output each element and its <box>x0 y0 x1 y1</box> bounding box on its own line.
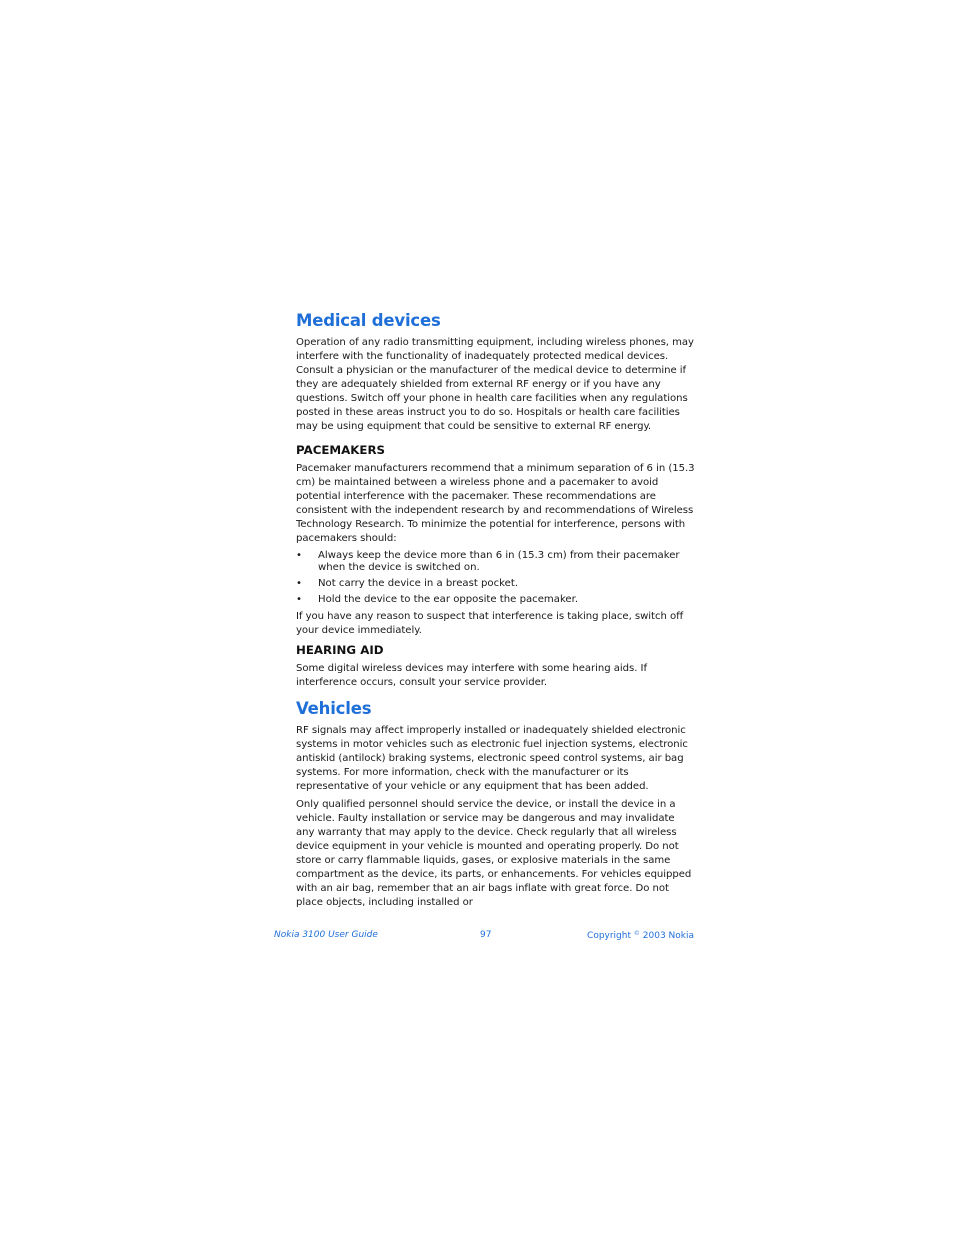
list-item-text: Not carry the device in a breast pocket. <box>318 578 519 589</box>
pacemakers-paragraph: Pacemaker manufacturers recommend that a minimum separation of 6 in (15.3 cm) be maintained between a wireless phone and a pacemaker to avoid potential interference with the pacemaker. These recommendations are consistent with the independent research by and recommendations of Wireless Technology Research. To minimize the potential for interference, persons with pacemakers should: <box>296 463 695 544</box>
footer-guide-title: Nokia 3100 User Guide <box>274 930 378 940</box>
medical-devices-heading: Medical devices <box>296 311 441 330</box>
bullet-marker: • <box>296 578 302 589</box>
bullet-marker: • <box>296 594 302 605</box>
list-item <box>296 550 696 574</box>
pacemakers-heading: PACEMAKERS <box>296 443 386 457</box>
bullet-marker: • <box>296 550 302 561</box>
hearing-aid-paragraph: Some digital wireless devices may interfere with some hearing aids. If interference occurs, consult your service provider. <box>296 663 647 688</box>
list-item <box>296 578 696 590</box>
hearing-aid-heading: HEARING AID <box>296 643 384 657</box>
footer-copyright <box>587 930 694 941</box>
copyright-suffix: 2003 Nokia <box>642 931 694 941</box>
list-item-text: Hold the device to the ear opposite the pacemaker. <box>318 594 579 605</box>
medical-devices-paragraph: Operation of any radio transmitting equipment, including wireless phones, may interfere with the functionality of inadequately protected medical devices. Consult a physician or the manufacturer of the medical device to determine if they are adequately shielded from external RF energy or if you have any questions. Switch off your phone in health care facilities when any regulations posted in these areas instruct you to do so. Hospitals or health care facilities may be using equipment that could be sensitive to external RF energy. <box>296 337 694 432</box>
list-item <box>296 594 696 606</box>
copyright-symbol: © <box>633 930 640 937</box>
pacemakers-closing-paragraph: If you have any reason to suspect that interference is taking place, switch off your device immediately. <box>296 611 684 636</box>
vehicles-paragraph-1: RF signals may affect improperly installed or inadequately shielded electronic systems in motor vehicles such as electronic fuel injection systems, electronic antiskid (antilock) braking systems, electronic speed control systems, air bag systems. For more information, check with the manufacturer or its representative of your vehicle or any equipment that has been added. <box>296 725 688 792</box>
page-footer <box>274 930 694 944</box>
vehicles-paragraph-2: Only qualified personnel should service the device, or install the device in a vehicle. Faulty installation or service may be dangerous and may invalidate any warranty that may apply to the device. Check regularly that all wireless device equipment in your vehicle is mounted and operating properly. Do not store or carry flammable liquids, gases, or explosive materials in the same compartment as the device, its parts, or enhancements. For vehicles equipped with an air bag, remember that an air bags inflate with great force. Do not place objects, including installed or <box>296 799 692 908</box>
footer-page-number: 97 <box>480 930 492 940</box>
pacemaker-bullet-list <box>296 550 696 606</box>
vehicles-heading: Vehicles <box>296 699 372 718</box>
copyright-prefix: Copyright <box>587 931 632 941</box>
page-content <box>296 306 696 910</box>
list-item-text: Always keep the device more than 6 in (15.3 cm) from their pacemaker when the device is switched on. <box>318 550 680 573</box>
